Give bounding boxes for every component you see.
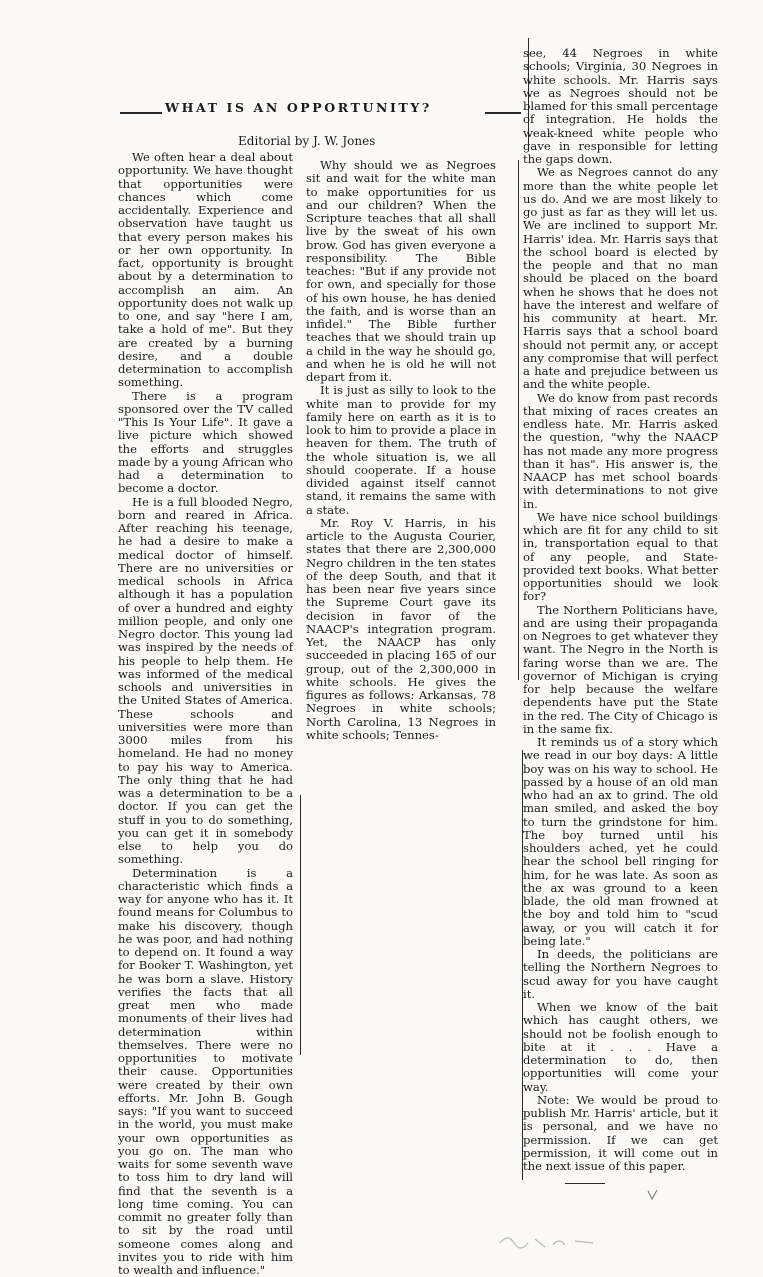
paragraph: Why should we as Negroes sit and wait for the white man to make opportunities for us and our children? When the Scripture teaches that all shall live by the sweat of his own brow. God has given everyone a responsibility. The Bible teaches: "But if any provide not for own, and specially for those of his own house, he has denied the faith, and is worse than an infidel." The Bible further teaches that we should train up a child in the way he should go, and when he is old he will not depart from it. bbox=[306, 159, 496, 384]
paragraph: We as Negroes cannot do any more than the white people let us do. And we are most likely to go just as far as they will let us. We are inclined to support Mr. Harris' idea. Mr. Harris says that the school board is elected by the people and that no man should be placed on the board when he shows that he does not have the interest and welfare of his community at heart. Mr. Harris says that a school board should not permit any, or accept any compromise that will perfect a hate and prejudice between us and the white people. bbox=[523, 166, 718, 391]
article-column-1 bbox=[118, 151, 293, 1181]
handwritten-mark bbox=[495, 1225, 605, 1255]
paragraph: When we know of the bait which has caught others, we should not be foolish enough to bite at it . . . Have a determination to do, then opportunities will come your way. bbox=[523, 1001, 718, 1094]
paragraph: The Northern Politicians have, and are using their propaganda on Negroes to get whatever they want. The Negro in the North is faring worse than we are. The governor of Michigan is crying for help because the welfare dependents have put the State in the red. The City of Chicago is in the same fix. bbox=[523, 604, 718, 737]
headline: WHAT IS AN OPPORTUNITY? bbox=[165, 100, 485, 115]
paragraph: Mr. Roy V. Harris, in his article to the Augusta Courier, states that there are 2,300,000 Negro children in the ten states of the deep South, and that it has been near five years since the Supreme Court gave its decision in favor of the NAACP's integration program. Yet, the NAACP has only succeeded in placing 165 of our group, out of the 2,300,000 in white schools. He gives the figures as follows: Arkansas, 78 Negroes in white schools; North Carolina, 13 Negroes in white schools; Tennes- bbox=[306, 517, 496, 742]
column-divider-left bbox=[300, 795, 301, 1055]
paragraph: There is a program sponsored over the TV called "This Is Your Life". It gave a live picture which showed the efforts and struggles made by a young African who had a determination to become a doctor. bbox=[118, 390, 293, 496]
paragraph: It reminds us of a story which we read in our boy days: A little boy was on his way to school. He passed by a house of an old man who had an ax to grind. The old man smiled, and asked the boy to turn the grindstone for him. The boy turned until his shoulders ached, yet he could hear the school bell ringing for him, for he was late. As soon as the ax was ground to a keen blade, the old man frowned at the boy and told him to "scud away, or you will catch it for being late." bbox=[523, 736, 718, 948]
corner-tick-mark bbox=[645, 1188, 665, 1202]
paragraph: We often hear a deal about opportunity. We have thought that opportunities were chances which come accidentally. Experience and observation have taught us that every person makes his or her own opportunity. In fact, opportunity is brought about by a determination to accomplish an aim. An opportunity does not walk up to one, and say "here I am, take a hold of me". But they are created by a burning desire, and a double determination to accomplish something. bbox=[118, 151, 293, 390]
paragraph: In deeds, the politicians are telling the Northern Negroes to scud away for you have caught it. bbox=[523, 948, 718, 1001]
paragraph: He is a full blooded Negro, born and reared in Africa. After reaching his teenage, he had a desire to make a medical doctor of himself. There are no universities or medical schools in Africa although it has a population of over a hundred and eighty million people, and only one Negro doctor. This young lad was inspired by the needs of his people to help them. He was informed of the medical schools and universities in the United States of America. These schools and universities were more than 3000 miles from his homeland. He had no money to pay his way to America. The only thing that he had was a determination to be a doctor. If you can get the stuff in you to do something, you can get it in somebody else to help you do something. bbox=[118, 496, 293, 867]
headline-rule-right bbox=[485, 112, 521, 114]
paragraph: Note: We would be proud to publish Mr. Harris' article, but it is personal, and we have no permission. If we can get permission, it will come out in the next issue of this paper. bbox=[523, 1094, 718, 1174]
end-rule bbox=[565, 1183, 605, 1184]
byline: Editorial by J. W. Jones bbox=[238, 134, 458, 148]
paragraph: It is just as silly to look to the white man to provide for my family here on earth as it is to look to him to provide a place in heaven for them. The truth of the whole situation is, we all should cooperate. If a house divided against itself cannot stand, it remains the same with a state. bbox=[306, 384, 496, 517]
paragraph: Determination is a characteristic which finds a way for anyone who has it. It found means for Columbus to make his discovery, though he was poor, and had nothing to depend on. It found a way for Booker T. Washington, yet he was born a slave. History verifies the facts that all great men who made monuments of their lives had determination within themselves. There were no opportunities to motivate their cause. Opportunities were created by their own efforts. Mr. John B. Gough says: "If you want to succeed in the world, you must make your own opportunities as you go on. The man who waits for some seventh wave to toss him to dry land will find that the seventh is a long time coming. You can commit no greater folly than to sit by the road until someone comes along and invites you to ride with him to wealth and influence." bbox=[118, 867, 293, 1277]
paragraph: We have nice school buildings which are fit for any child to sit in, transportation equal to that of any people, and State-provided text books. What better opportunities should we look for? bbox=[523, 511, 718, 604]
paragraph: We do know from past records that mixing of races creates an endless hate. Mr. Harris asked the question, "why the NAACP has not made any more progress than it has". His answer is, the NAACP has met school boards with determinations to not give in. bbox=[523, 392, 718, 511]
column-divider-middle bbox=[518, 160, 519, 680]
article-column-2 bbox=[306, 159, 496, 739]
article-column-3 bbox=[523, 47, 718, 1182]
paragraph: see, 44 Negroes in white schools; Virginia, 30 Negroes in white schools. Mr. Harris says we as Negroes should not be blamed for this small percentage of integration. He holds the weak-kneed white people who gave in responsible for letting the gaps down. bbox=[523, 47, 718, 166]
headline-rule-left bbox=[120, 112, 162, 114]
